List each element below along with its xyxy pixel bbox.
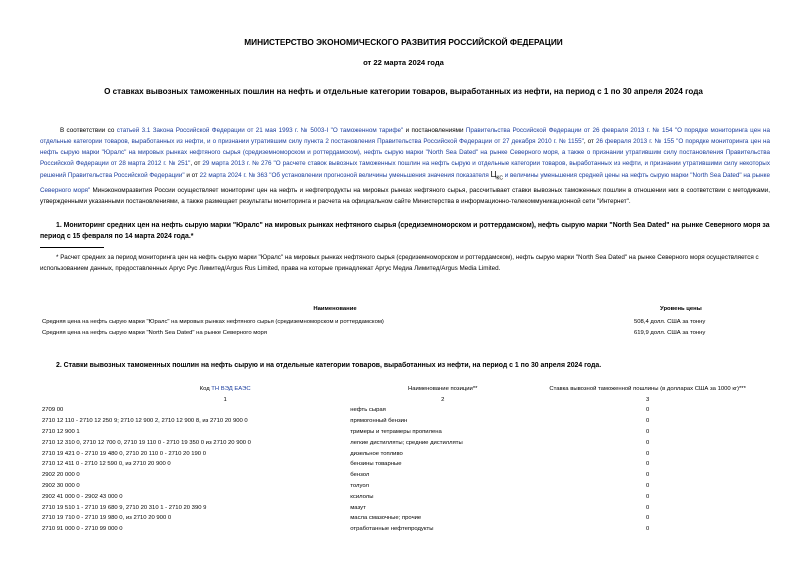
document-date: от 22 марта 2024 года: [363, 58, 444, 67]
table-row: [40, 448, 760, 459]
intro-text: Минэкономразвития России осуществляет мониторинг цен на нефть и нефтепродукты на мировых рынках нефтяного сырья, рассчитывает ставки вывозных таможенных пошлин в отношении них в соответствии с методиками, утвержденными указанными постановлениями, а также размещает результаты мониторинга и расчета на официальном сайте Министерства в информационно-телекоммуникационной сети "Интернет".: [40, 186, 771, 205]
rate-cell: 0: [645, 504, 650, 511]
code-cell: 2710 91 000 0 - 2710 99 000 0: [42, 526, 123, 533]
ministry-name: МИНИСТЕРСТВО ЭКОНОМИЧЕСКОГО РАЗВИТИЯ РОССИЙСКОЙ ФЕДЕРАЦИИ: [244, 37, 563, 47]
code-cell: 2710 19 710 0 - 2710 19 980 0, из 2710 20 900 0: [42, 515, 172, 522]
indicator-symbol: $Ц_{КС}$: [490, 170, 503, 182]
product-cell: бензины товарные: [350, 461, 402, 468]
law-link[interactable]: статьей 3.1 Закона Российской Федерации от 21 мая 1993 г. № 5003-I "О таможенном тарифе": [116, 127, 404, 134]
decree-363-text: 22 марта 2024 г. № 363 "Об установлении прогнозной величины уменьшения значения показателя: [199, 172, 491, 179]
price-table-header-price: Уровень цены: [660, 306, 702, 312]
rate-cell: 0: [645, 482, 650, 489]
rate-cell: 0: [645, 428, 650, 435]
table-row: [40, 470, 760, 481]
column-number: 2: [441, 396, 445, 403]
table-row: [40, 405, 760, 416]
rate-cell: 0: [645, 439, 650, 446]
price-value-cell: 619,9 долл. США за тонну: [634, 330, 706, 336]
rate-cell: 0: [645, 472, 650, 479]
product-cell: отработанные нефтепродукты: [350, 526, 434, 533]
tn-ved-link[interactable]: ТН ВЭД ЕАЭС: [211, 386, 251, 392]
code-cell: 2710 19 510 1 - 2710 19 680 9, 2710 20 310 1 - 2710 20 390 9: [42, 504, 207, 511]
product-cell: легкие дистилляты; средние дистилляты: [350, 439, 463, 446]
intro-text: и постановлениями: [403, 127, 466, 134]
table-row: [40, 427, 760, 438]
table-row: [40, 416, 760, 427]
price-name-cell: Средняя цена на нефть сырую марки "North Sea Dated" на рынке Северного моря: [42, 330, 267, 336]
rate-cell: 0: [645, 461, 650, 468]
intro-paragraph: [40, 125, 770, 207]
code-cell: 2710 12 310 0, 2710 12 700 0, 2710 19 110 0 - 2710 19 350 0 из 2710 20 900 0: [42, 439, 251, 446]
section-2-heading: 2. Ставки вывозных таможенных пошлин на нефть сырую и на отдельные категории товаров, выработанных из нефти, на период с 1 по 30 апреля 2024 года.: [56, 362, 602, 369]
product-cell: масла смазочные; прочие: [350, 515, 422, 522]
table-row: [40, 481, 760, 492]
code-cell: 2710 12 110 - 2710 12 250 9; 2710 12 900 2, 2710 12 900 8, из 2710 20 900 0: [42, 418, 248, 425]
column-header-rate: Ставка вывозной таможенной пошлины (в долларах США за 1000 кг)***: [549, 386, 746, 392]
duty-rates-table: [40, 384, 760, 535]
rate-cell: 0: [645, 515, 650, 522]
table-row: [40, 437, 760, 448]
intro-text: , от: [583, 138, 596, 145]
intro-text: В соответствии со: [60, 127, 117, 134]
code-cell: 2710 19 421 0 - 2710 19 480 0, 2710 20 110 0 - 2710 20 190 0: [42, 450, 206, 457]
product-cell: бензол: [350, 472, 370, 479]
rate-cell: 0: [645, 418, 650, 425]
product-cell: толуол: [350, 482, 369, 489]
footnote: * Расчет средних за период мониторинга цен на нефть сырую марки "Юралс" на мировых рынках нефтяного сырья (средиземноморском и роттердамском), нефть сырую марки "North Sea Dated" на рынке Северного моря осуществляется с использованием данных, предоставленных Аргус Рус Лимитед/Argus Rus Limited, права на которые принадлежат Аргус Медиа Лимитед/Argus Media Limited.: [40, 254, 759, 272]
product-cell: прямогонный бензин: [350, 418, 408, 425]
table-row: [40, 459, 760, 470]
table-row: [40, 327, 760, 338]
column-number: 1: [223, 396, 227, 403]
table-row: [40, 491, 760, 502]
product-cell: дизельное топливо: [350, 450, 403, 457]
footnote-divider: [40, 247, 104, 248]
column-header-name: Наименование позиции**: [408, 386, 478, 392]
table-row: [40, 524, 760, 535]
column-number: 3: [645, 396, 650, 403]
code-cell: 2902 30 000 0: [42, 482, 80, 489]
decree-155-link[interactable]: 26 февраля 2013 г. № 155 "О порядке мониторинга цен на нефть сырую марки "Юралс" на мировых рынках нефтяного сырья (средиземноморском и роттердамском), нефть сырую марки "North Sea Dated" на рынке Северного моря, а также о признании утратившим силу постановления Правительства Российской Федерации от 28 марта 2012 г. № 251": [40, 138, 771, 167]
document-title: О ставках вывозных таможенных пошлин на нефть и отдельные категории товаров, выработанных из нефти, на период с 1 по 30 апреля 2024 года: [104, 87, 703, 96]
code-cell: 2902 20 000 0: [42, 472, 80, 479]
rate-cell: 0: [645, 493, 650, 500]
intro-text: и от: [184, 172, 200, 179]
table-row: [40, 513, 760, 524]
rate-cell: 0: [645, 450, 650, 457]
rate-cell: 0: [645, 407, 650, 414]
price-table-header-name: Наименование: [313, 306, 357, 312]
code-cell: 2710 12 900 1: [42, 428, 80, 435]
price-name-cell: Средняя цена на нефть сырую марки "Юралс" на мировых рынках нефтяного сырья (средиземноморском и роттердамском): [42, 319, 384, 325]
column-header-code: Код ТН ВЭД ЕАЭС: [199, 386, 251, 392]
code-cell: 2709 00: [42, 407, 64, 414]
product-cell: тримеры и тетрамеры пропилена: [350, 428, 442, 435]
product-cell: ксилолы: [350, 493, 374, 500]
section-1-heading: 1. Мониторинг средних цен на нефть сырую марки "Юралс" на мировых рынках нефтяного сырья (средиземноморском и роттердамском), нефть сырую марки "North Sea Dated" на рынке Северного моря за период с 15 февраля по 14 марта 2024 года.*: [40, 222, 770, 240]
decree-276-link[interactable]: 29 марта 2013 г. № 276 "О расчете ставок вывозных таможенных пошлин на нефть сырую и отдельные категории товаров, выработанных из нефти, и признании утратившими силу некоторых решений Правительства Российской Федерации": [40, 160, 770, 179]
decree-154-link[interactable]: Правительства Российской Федерации от 26 февраля 2013 г. № 154 "О порядке мониторинга цен на отдельные категории товаров, выработанных из нефти, и о признании утратившим силу пункта 2 постановления Правительства Российской Федерации от 27 декабря 2010 г. № 1155": [40, 127, 771, 145]
product-cell: нефть сырая: [350, 407, 386, 414]
price-table: [40, 306, 760, 338]
decree-363-text-end: и величины уменьшения средней цены на нефть сырую марки "North Sea Dated" на рынке Северного моря": [40, 172, 770, 194]
product-cell: мазут: [350, 504, 366, 511]
table-row: [40, 316, 760, 327]
table-row: [40, 502, 760, 513]
price-value-cell: 508,4 долл. США за тонну: [634, 319, 706, 325]
intro-text: , от: [190, 160, 203, 167]
rate-cell: 0: [645, 526, 650, 533]
code-cell: 2902 41 000 0 - 2902 43 000 0: [42, 493, 123, 500]
code-cell: 2710 12 411 0 - 2710 12 590 0, из 2710 20 900 0: [42, 461, 171, 468]
